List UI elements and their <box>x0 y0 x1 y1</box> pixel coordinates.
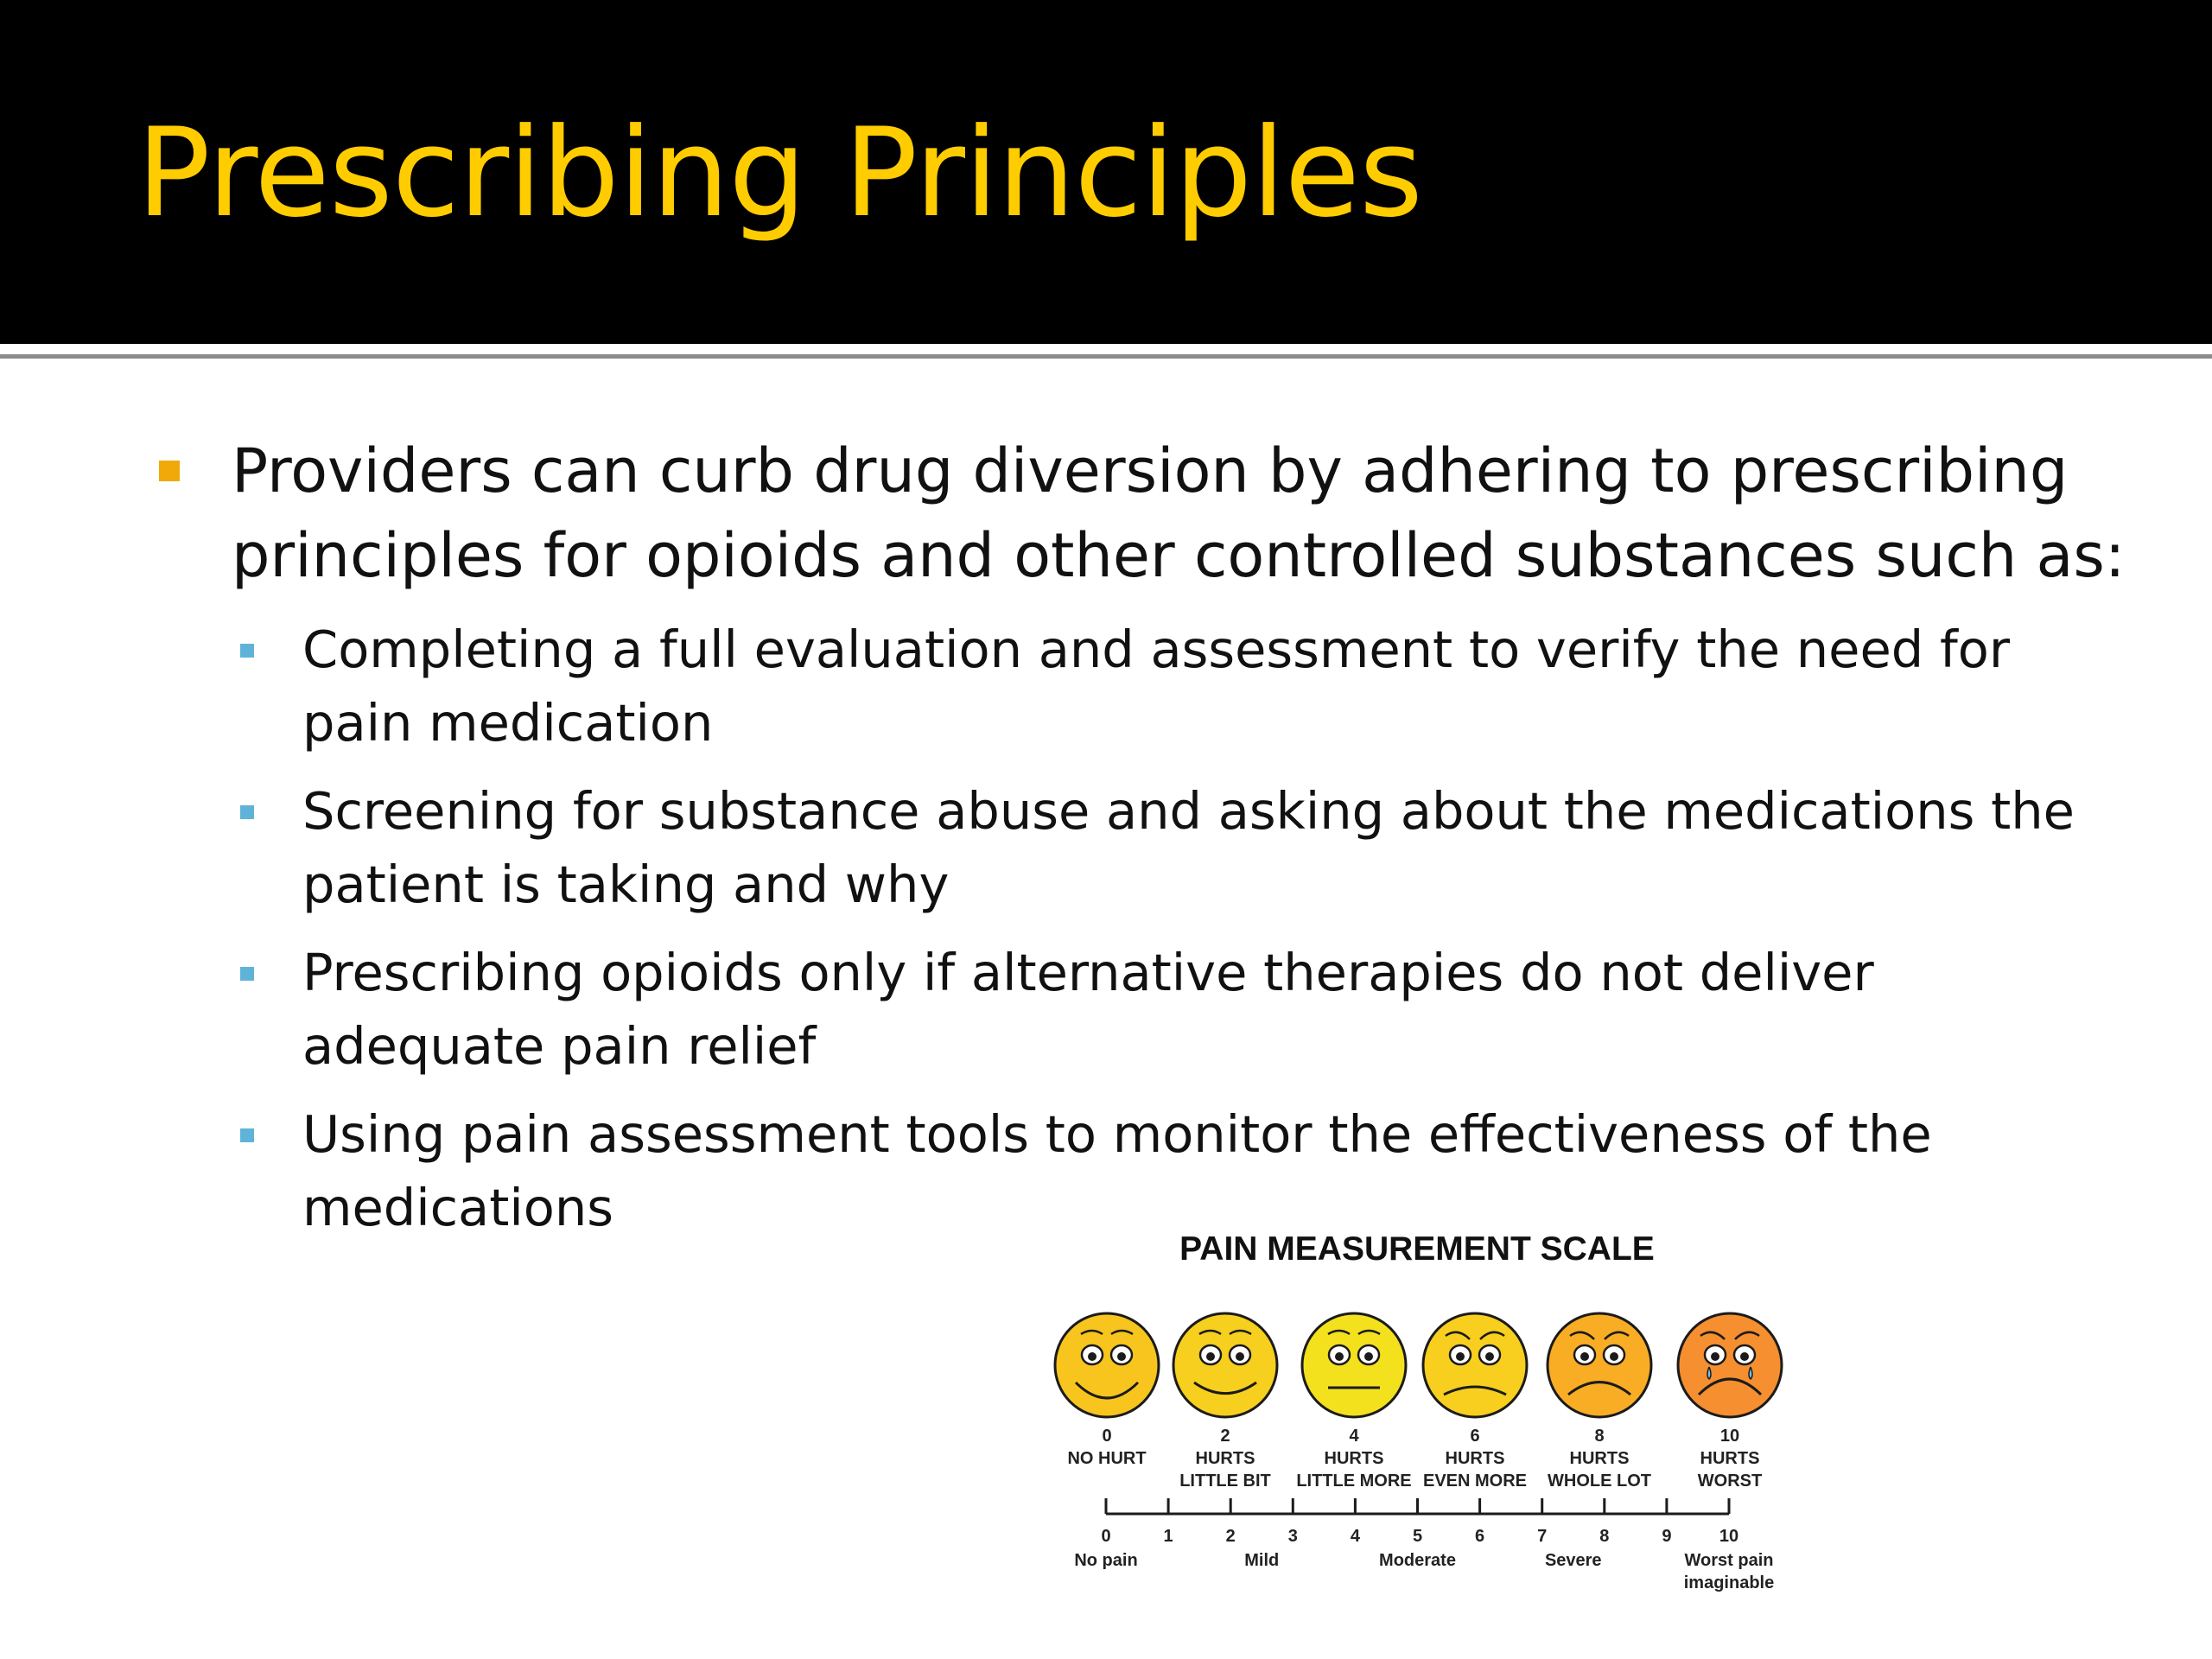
pupil-icon <box>1456 1352 1465 1361</box>
face-number-label: 2 <box>1220 1427 1230 1446</box>
sub-bullet-marker <box>240 967 254 981</box>
face-label-line1: HURTS <box>1569 1449 1630 1468</box>
scale-tick-label: 0 <box>1101 1527 1111 1546</box>
face-icon <box>1548 1313 1651 1417</box>
face-number-label: 0 <box>1102 1427 1112 1446</box>
face-icon <box>1302 1313 1406 1417</box>
scale-tick-label: 8 <box>1599 1527 1610 1546</box>
face-label-line1: HURTS <box>1324 1449 1384 1468</box>
scale-tick-label: 6 <box>1475 1527 1485 1546</box>
pupil-icon <box>1335 1352 1344 1361</box>
scale-tick-label: 4 <box>1350 1527 1360 1546</box>
title-divider <box>0 344 2212 353</box>
scale-band-label: Moderate <box>1379 1551 1456 1570</box>
pain-scale-title: PAIN MEASUREMENT SCALE <box>1179 1230 1655 1268</box>
face-label-line1: HURTS <box>1445 1449 1505 1468</box>
tear-icon <box>1749 1367 1752 1379</box>
bullet-marker <box>159 461 180 481</box>
pupil-icon <box>1711 1352 1719 1361</box>
sub-bullet-marker <box>240 644 254 658</box>
sub-bullet-marker <box>240 1128 254 1142</box>
slide-title: Prescribing Principles <box>137 102 1422 245</box>
scale-tick-label: 7 <box>1537 1527 1548 1546</box>
scale-tick-label: 10 <box>1719 1527 1739 1546</box>
pupil-icon <box>1364 1352 1373 1361</box>
face-number-label: 10 <box>1719 1427 1740 1446</box>
title-divider-shadow <box>0 354 2212 359</box>
sub-bullet-marker <box>240 805 254 819</box>
face-number-label: 8 <box>1594 1427 1605 1446</box>
tear-icon <box>1707 1367 1711 1379</box>
face-icon <box>1173 1313 1277 1417</box>
pupil-icon <box>1740 1352 1749 1361</box>
face-label-line1: NO HURT <box>1067 1449 1147 1468</box>
main-bullet: Providers can curb drug diversion by adhering to prescribing principles for opioids and other controlled substances such as: <box>232 435 2126 591</box>
pain-scale-graphic <box>1037 1210 1815 1624</box>
sub-bullet: Completing a full evaluation and assessment to verify the need for pain medication <box>302 620 2011 753</box>
face-label-line2: WHOLE LOT <box>1548 1471 1651 1491</box>
face-icon <box>1055 1313 1159 1417</box>
face-number-label: 4 <box>1349 1427 1359 1446</box>
scale-band-label: Mild <box>1244 1551 1280 1570</box>
scale-band-label-line2: imaginable <box>1683 1573 1775 1592</box>
pupil-icon <box>1117 1352 1126 1361</box>
scale-tick-label: 9 <box>1662 1527 1672 1546</box>
scale-tick-label: 5 <box>1412 1527 1423 1546</box>
pupil-icon <box>1485 1352 1494 1361</box>
sub-bullet: Prescribing opioids only if alternative therapies do not deliver adequate pain relief <box>302 943 1874 1076</box>
pupil-icon <box>1610 1352 1618 1361</box>
pain-scale-figure <box>1037 1210 1815 1624</box>
scale-tick-label: 2 <box>1225 1527 1236 1546</box>
face-label-line1: HURTS <box>1700 1449 1760 1468</box>
scale-band-label: Severe <box>1544 1551 1602 1570</box>
pupil-icon <box>1580 1352 1589 1361</box>
scale-band-label: No pain <box>1074 1551 1138 1570</box>
face-icon <box>1423 1313 1527 1417</box>
face-label-line2: LITTLE BIT <box>1179 1471 1271 1491</box>
scale-tick-label: 1 <box>1163 1527 1173 1546</box>
scale-tick-label: 3 <box>1287 1527 1298 1546</box>
face-label-line2: LITTLE MORE <box>1296 1471 1412 1491</box>
pupil-icon <box>1206 1352 1215 1361</box>
face-label-line1: HURTS <box>1195 1449 1255 1468</box>
sub-bullet: Using pain assessment tools to monitor the effectiveness of the medications <box>302 1104 1932 1237</box>
pupil-icon <box>1236 1352 1244 1361</box>
scale-band-label: Worst pain <box>1684 1551 1774 1570</box>
face-label-line2: WORST <box>1697 1471 1763 1491</box>
pupil-icon <box>1088 1352 1096 1361</box>
face-number-label: 6 <box>1470 1427 1480 1446</box>
sub-bullet: Screening for substance abuse and asking about the medications the patient is taking and why <box>302 781 2075 914</box>
face-label-line2: EVEN MORE <box>1422 1471 1528 1491</box>
face-icon <box>1678 1313 1782 1417</box>
